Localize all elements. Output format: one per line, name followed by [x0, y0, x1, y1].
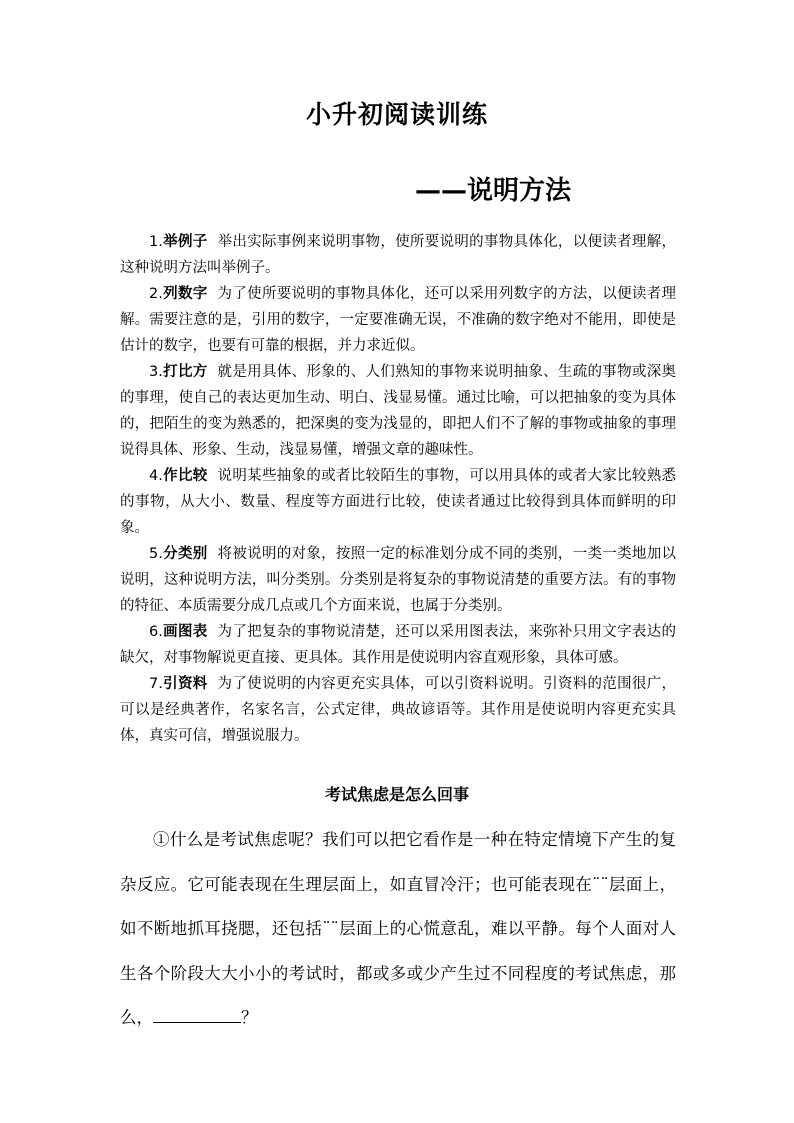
method-description: 举出实际事例来说明事物，使所要说明的事物具体化，以便读者理解，这种说明方法叫举例子。	[120, 234, 677, 276]
article-paragraph	[120, 818, 676, 1041]
method-term: 分类别	[162, 546, 208, 562]
method-description: 就是用具体、形象的、人们熟知的事物来说明抽象、生疏的事物或深奥的事理，使自己的表达更加生动、明白、浅显易懂。通过比喻，可以把抽象的变为具体的，把陌生的变为熟悉的，把深奥的变为浅显的，即把人们不了解的事物或抽象的事理说得具体、形象、生动，浅显易懂，增强文章的趣味性。	[120, 364, 677, 458]
method-description: 将被说明的对象，按照一定的标准划分成不同的类别，一类一类地加以说明，这种说明方法，叫分类别。分类别是将复杂的事物说清楚的重要方法。有的事物的特征、本质需要分成几点或几个方面来说，也属于分类别。	[120, 546, 677, 614]
method-item	[120, 281, 676, 359]
method-item	[120, 671, 676, 749]
method-term: 列数字	[162, 286, 208, 302]
method-number: 2.	[149, 286, 163, 302]
method-description: 为了使所要说明的事物具体化，还可以采用列数字的方法，以便读者理解。需要注意的是，引用的数字，一定要准确无误，不准确的数字绝对不能用，即使是估计的数字，也要有可靠的根据，并力求近似。	[120, 286, 677, 354]
method-item	[120, 359, 676, 463]
document-title: 小升初阅读训练	[305, 100, 488, 129]
method-item	[120, 463, 676, 541]
method-term: 打比方	[162, 364, 208, 380]
article-body	[120, 818, 676, 1041]
article-text: ①什么是考试焦虑呢？我们可以把它看作是一种在特定情境下产生的复杂反应。它可能表现在生理层面上，如直冒冷汗；也可能表现在¨¨层面上，如不断地抓耳挠腮，还包括¨¨层面上的心慌意乱，难以平静。每个人面对人生各个阶段大大小小的考试时，都或多或少产生过不同程度的考试焦虑，那么，	[120, 830, 676, 1027]
method-term: 画图表	[162, 624, 208, 640]
method-term: 举例子	[162, 234, 208, 250]
method-term: 引资料	[162, 676, 208, 692]
method-number: 7.	[149, 676, 163, 692]
method-number: 5.	[149, 546, 163, 562]
document-subtitle: ——说明方法	[415, 176, 572, 206]
method-number: 4.	[149, 468, 163, 484]
method-number: 3.	[149, 364, 163, 380]
methods-list	[120, 229, 676, 749]
method-number: 6.	[149, 624, 163, 640]
method-item	[120, 619, 676, 671]
method-description: 为了把复杂的事物说清楚，还可以采用图表法，来弥补只用文字表达的缺欠，对事物解说更直接、更具体。其作用是使说明内容直观形象，具体可感。	[120, 624, 677, 666]
article-question-mark: ？	[241, 1008, 258, 1027]
method-item	[120, 541, 676, 619]
method-item	[120, 229, 676, 281]
method-description: 为了使说明的内容更充实具体，可以引资料说明。引资料的范围很广，可以是经典著作，名家名言，公式定律，典故谚语等。其作用是使说明内容更充实具体，真实可信，增强说服力。	[120, 676, 677, 744]
article-title: 考试焦虑是怎么回事	[324, 785, 469, 804]
method-description: 说明某些抽象的或者比较陌生的事物，可以用具体的或者大家比较熟悉的事物，从大小、数量、程度等方面进行比较，使读者通过比较得到具体而鲜明的印象。	[120, 468, 677, 536]
method-number: 1.	[149, 234, 163, 250]
method-term: 作比较	[162, 468, 208, 484]
answer-blank[interactable]	[153, 1004, 241, 1023]
